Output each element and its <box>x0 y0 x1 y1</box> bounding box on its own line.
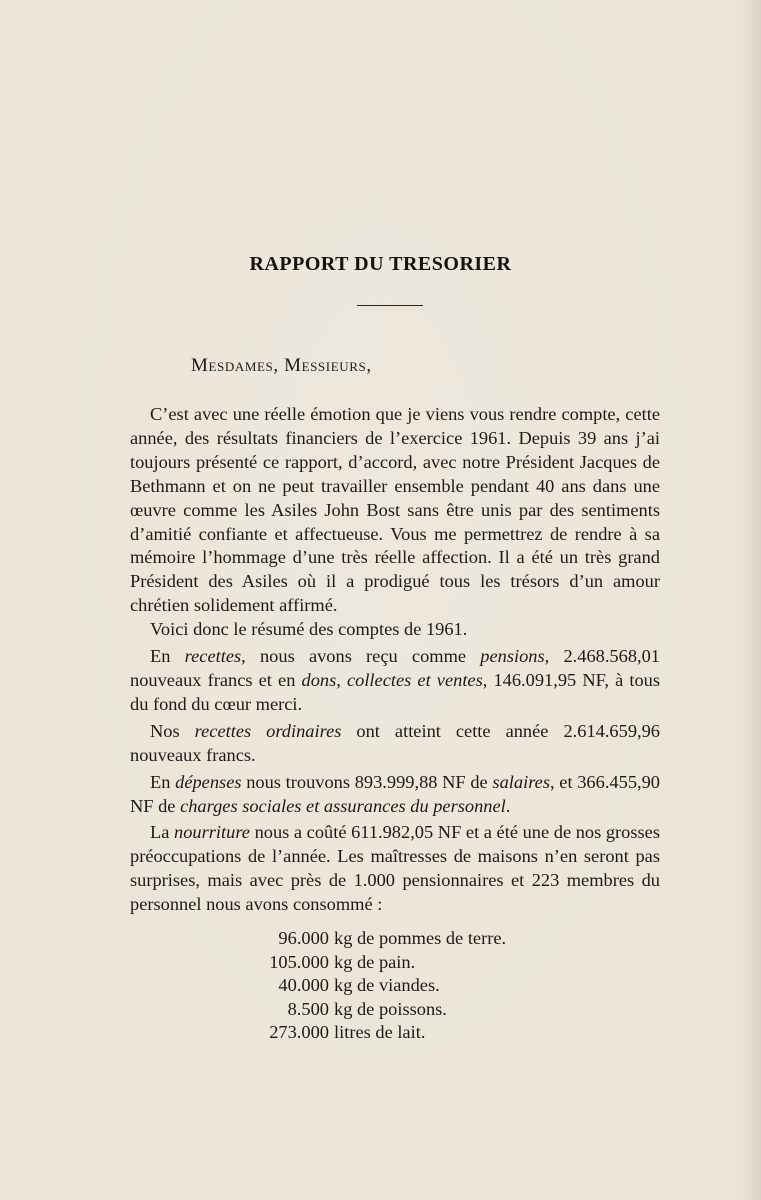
consumption-amount: 8.500 <box>287 998 329 1019</box>
paragraph-receipts <box>130 645 660 717</box>
consumption-item <box>255 974 506 998</box>
page-edge-shadow <box>741 0 761 1200</box>
text-segment: nous trouvons 893.999,88 NF de <box>241 771 493 792</box>
text-segment: , 2.468.568,01 nouveaux francs et en <box>130 646 661 690</box>
text-segment: , nous avons reçu comme <box>241 646 481 667</box>
consumption-amount: 96.000 <box>278 928 329 948</box>
consumption-description: kg de pain. <box>334 951 416 972</box>
consumption-item <box>255 1021 506 1045</box>
consumption-description: kg de poissons. <box>334 998 447 1019</box>
text-segment: En <box>150 771 176 792</box>
consumption-amount: 105.000 <box>269 951 329 972</box>
paragraph-expenses <box>130 771 660 819</box>
consumption-amount: 273.000 <box>269 1022 329 1042</box>
text-segment: ont atteint cette année 2.614.659,96 nouveaux francs. <box>130 720 661 765</box>
consumption-item <box>255 951 506 975</box>
text-segment: En <box>150 646 185 667</box>
consumption-list <box>255 927 506 1045</box>
paragraph-food <box>130 821 660 917</box>
consumption-description: kg de pommes de terre. <box>334 928 507 948</box>
emphasis-depenses: dépenses <box>175 771 242 792</box>
text-segment: La <box>150 822 175 843</box>
paragraph-intro: C’est avec une réelle émotion que je viens vous rendre compte, cette année, des résultats financiers de l’exercice 1961. Depuis 39 ans j’ai toujours présenté ce rapport, d’accord, avec notre Président Jacques de Bethmann et on ne peut travailler ensemble pendant 40 ans dans une œuvre comme les Asiles John Bost sans être unis par des sentiments d’amitié confiante et affectueuse. Vous me permettrez de rendre à sa mémoire l’hommage d’une très réelle affection. Il a été un très grand Président des Asiles où il a prodigué tous les trésors d’un amour chrétien solidement affirmé. <box>130 404 660 616</box>
emphasis-recettes: recettes <box>184 646 242 667</box>
emphasis-nourriture: nourriture <box>174 822 250 843</box>
report-body <box>130 403 660 917</box>
paragraph-summary: Voici donc le résumé des comptes de 1961. <box>150 619 468 640</box>
consumption-item <box>255 998 506 1022</box>
text-segment: , 146.091,95 NF, à tous du fond du cœur merci. <box>130 669 661 714</box>
consumption-item <box>255 927 506 951</box>
salutation: Mesdames, Messieurs, <box>191 355 372 376</box>
text-segment: Nos <box>150 720 195 741</box>
page-title: RAPPORT DU TRESORIER <box>249 253 512 275</box>
emphasis-recettes-ordinaires: recettes ordinaires <box>194 720 342 741</box>
emphasis-dons: dons, collectes et ventes <box>301 669 483 690</box>
emphasis-charges: charges sociales et assurances du personnel <box>180 795 506 816</box>
text-segment: , et 366.455,90 NF de <box>130 771 660 816</box>
consumption-amount: 40.000 <box>278 975 329 995</box>
text-segment: . <box>505 795 511 816</box>
emphasis-salaires: salaires <box>492 771 550 792</box>
consumption-description: kg de viandes. <box>334 975 440 995</box>
title-divider <box>357 305 423 306</box>
paragraph-ordinary-receipts <box>130 720 660 768</box>
emphasis-pensions: pensions <box>480 646 545 667</box>
text-segment: nous a coûté 611.982,05 NF et a été une de nos grosses préoccupations de l’année. Les maîtresses de maisons n’en seront pas surprises, mais avec près de 1.000 pensionnaires et 223 membres du personnel nous avons consommé : <box>130 822 661 915</box>
consumption-description: litres de lait. <box>334 1022 426 1042</box>
